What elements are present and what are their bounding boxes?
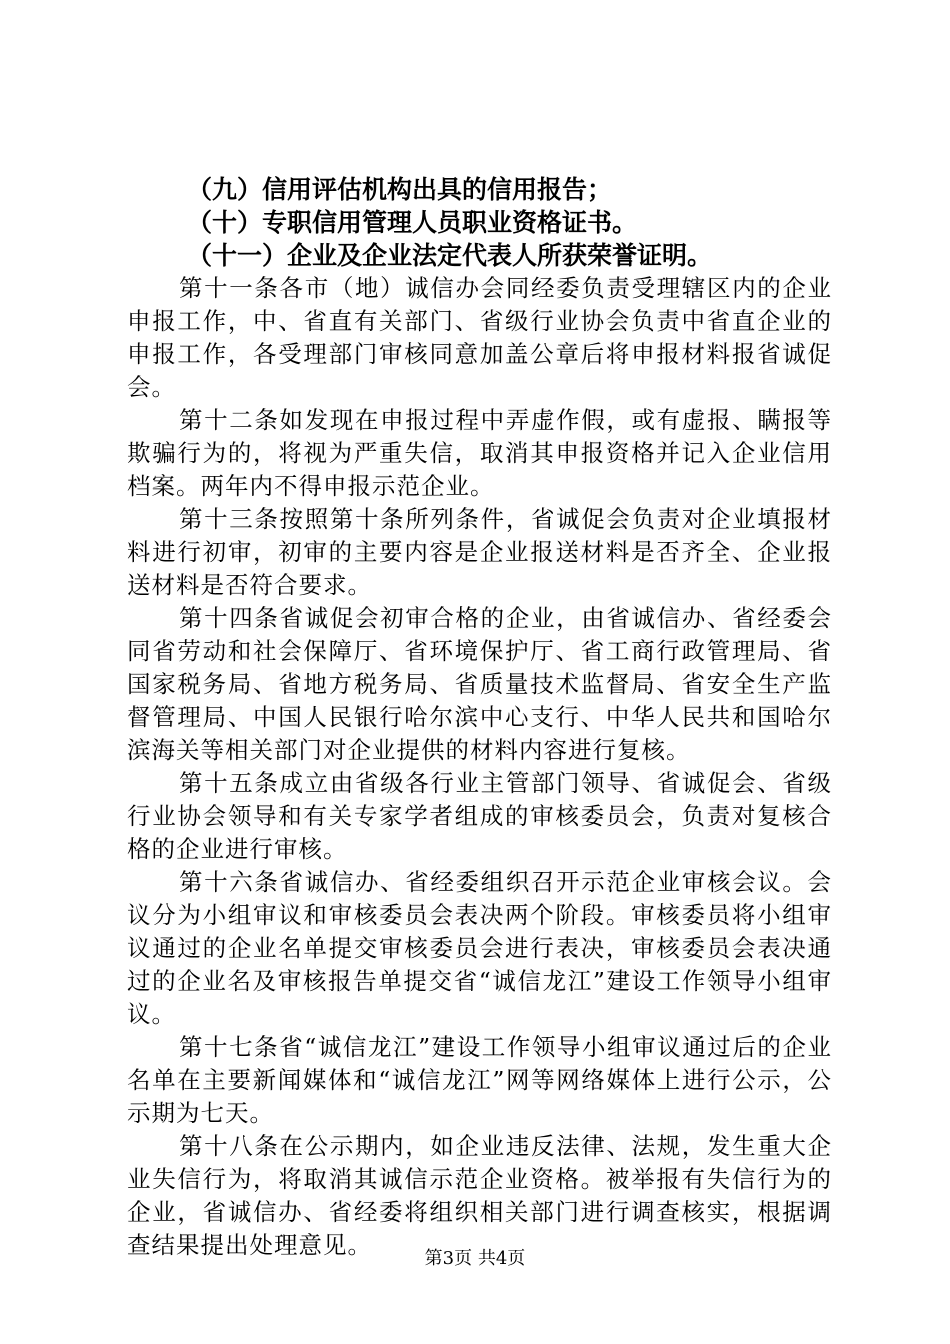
article-14: 第十四条省诚促会初审合格的企业，由省诚信办、省经委会同省劳动和社会保障厅、省环境保护厅、省工商行政管理局、省国家税务局、省地方税务局、省质量技术监督局、省安全生产监督管理局、中国人民银行哈尔滨中心支行、中华人民共和国哈尔滨海关等相关部门对企业提供的材料内容进行复核。 [127,604,832,764]
article-16: 第十六条省诚信办、省经委组织召开示范企业审核会议。会议分为小组审议和审核委员会表决两个阶段。审核委员将小组审议通过的企业名单提交审核委员会进行表决，审核委员会表决通过的企业名及审核报告单提交省“诚信龙江”建设工作领导小组审议。 [127,868,832,1028]
article-11: 第十一条各市（地）诚信办会同经委负责受理辖区内的企业申报工作，中、省直有关部门、省级行业协会负责中省直企业的申报工作，各受理部门审核同意加盖公章后将申报材料报省诚促会。 [127,274,832,401]
list-item-9: （九）信用评估机构出具的信用报告； [187,175,613,204]
article-15: 第十五条成立由省级各行业主管部门领导、省诚促会、省级行业协会领导和有关专家学者组成的审核委员会，负责对复核合格的企业进行审核。 [127,769,832,863]
list-item-10: （十）专职信用管理人员职业资格证书。 [187,208,638,237]
article-13: 第十三条按照第十条所列条件，省诚促会负责对企业填报材料进行初审，初审的主要内容是企业报送材料是否齐全、企业报送材料是否符合要求。 [127,505,832,599]
page-footer: 第3页 共4页 [424,1248,526,1269]
article-12: 第十二条如发现在申报过程中弄虚作假，或有虚报、瞒报等欺骗行为的，将视为严重失信，取消其申报资格并记入企业信用档案。两年内不得申报示范企业。 [127,406,832,500]
document-body [127,173,832,1262]
list-item-11: （十一）企业及企业法定代表人所获荣誉证明。 [187,241,713,270]
article-18: 第十八条在公示期内，如企业违反法律、法规，发生重大企业失信行为，将取消其诚信示范企业资格。被举报有失信行为的企业，省诚信办、省经委将组织相关部门进行调查核实，根据调查结果提出处理意见。 [127,1132,832,1259]
article-17: 第十七条省“诚信龙江”建设工作领导小组审议通过后的企业名单在主要新闻媒体和“诚信龙江”网等网络媒体上进行公示，公示期为七天。 [127,1033,832,1127]
